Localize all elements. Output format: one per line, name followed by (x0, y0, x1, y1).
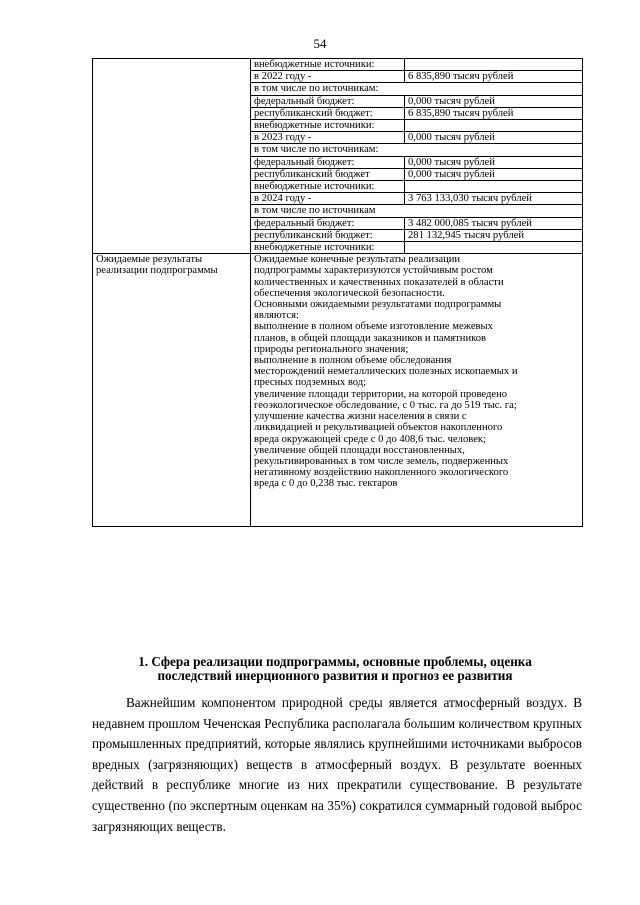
results-line: подпрограммы характеризуются устойчивым ростом (254, 265, 493, 277)
funding-source-label: республиканский бюджет: (251, 107, 405, 119)
results-line: рекультивированных в том числе земель, подверженных (254, 455, 509, 467)
funding-amount (405, 120, 583, 132)
funding-table-body (93, 59, 583, 527)
results-row (93, 254, 583, 527)
results-line: увеличение площади территории, на которой проведено (254, 388, 508, 400)
funding-source-label: в 2022 году - (251, 71, 405, 83)
results-line: вреда с 0 до 0,238 тыс. гектаров (254, 478, 398, 490)
results-line: планов, в общей площади заказников и памятников (254, 332, 487, 344)
funding-table (92, 58, 583, 527)
results-line: Ожидаемые конечные результаты реализации (254, 254, 461, 266)
page-number: 54 (313, 36, 327, 51)
funding-source-label: внебюджетные источники: (251, 242, 405, 254)
results-line: негативному воздействию накопленного экологического (254, 467, 509, 479)
funding-amount: 0,000 тысяч рублей (405, 156, 583, 168)
funding-amount: 6 835,890 тысяч рублей (405, 107, 583, 119)
funding-label-cell (93, 59, 251, 254)
funding-row (93, 59, 583, 71)
funding-amount: 0,000 тысяч рублей (405, 95, 583, 107)
funding-source-label: в том числе по источникам: (251, 144, 583, 156)
funding-amount: 0,000 тысяч рублей (405, 132, 583, 144)
results-line: природы регионального значения; (254, 343, 409, 355)
results-line: вреда окружающей среде с 0 до 408,6 тыс. человек; (254, 433, 486, 445)
results-line: являются: (254, 310, 299, 322)
results-line: выполнение в полном объеме обследования (254, 355, 452, 367)
body-paragraph: Важнейшим компонентом природной среды является атмосферный воздух. В недавнем прошлом Чеченская Республика располагала большим количеством крупных промышленных предприятий, которые являлись крупнейшими источниками выбросов вредных (загрязняющих) веществ в атмосферный воздух. В результате военных действий в республике многие из них прекратили существование. В результате существенно (по экспертным оценкам на 35%) сократился суммарный годовой выброс загрязняющих веществ. (92, 695, 582, 834)
funding-amount: 6 835,890 тысяч рублей (405, 71, 583, 83)
results-line: месторождений неметаллических полезных ископаемых и (254, 366, 518, 378)
results-description (251, 254, 583, 527)
results-line: увеличение общей площади восстановленных, (254, 444, 465, 456)
funding-amount (405, 242, 583, 254)
funding-source-label: в том числе по источникам: (251, 83, 583, 95)
funding-source-label: в 2024 году - (251, 193, 405, 205)
funding-source-label: республиканский бюджет: (251, 229, 405, 241)
funding-source-label: федеральный бюджет: (251, 156, 405, 168)
results-line: геоэкологическое обследование, с 0 тыс. га до 519 тыс. га; (254, 399, 517, 411)
results-line: улучшение качества жизни населения в связи с (254, 411, 467, 423)
results-line: количественных и качественных показателей в области (254, 276, 504, 288)
results-line: пресных подземных вод; (254, 377, 367, 389)
funding-source-label: федеральный бюджет: (251, 217, 405, 229)
funding-amount: 281 132,945 тысяч рублей (405, 229, 583, 241)
results-line: выполнение в полном объеме изготовление межевых (254, 321, 493, 333)
funding-amount (405, 181, 583, 193)
funding-source-label: внебюджетные источники: (251, 59, 405, 71)
funding-source-label: федеральный бюджет: (251, 95, 405, 107)
results-label: Ожидаемые результаты реализации подпрограммы (93, 254, 251, 527)
body-text (92, 693, 582, 837)
funding-source-label: в 2023 году - (251, 132, 405, 144)
funding-source-label: в том числе по источникам (251, 205, 583, 217)
funding-source-label: внебюджетные источники: (251, 120, 405, 132)
results-line: обеспечения экологической безопасности. (254, 287, 445, 299)
funding-source-label: внебюджетные источники: (251, 181, 405, 193)
results-line: Основными ожидаемыми результатами подпрограммы (254, 299, 502, 311)
section-heading-line-1: 1. Сфера реализации подпрограммы, основные проблемы, оценка (138, 654, 532, 669)
funding-amount: 3 763 133,030 тысяч рублей (405, 193, 583, 205)
results-line: ликвидацией и рекультивацией объектов накопленного (254, 422, 503, 434)
section-heading-line-2: последствий инерционного развития и прогноз ее развития (157, 668, 513, 683)
funding-amount: 3 482 000,085 тысяч рублей (405, 217, 583, 229)
funding-amount (405, 59, 583, 71)
funding-source-label: республиканский бюджет (251, 168, 405, 180)
funding-amount: 0,000 тысяч рублей (405, 168, 583, 180)
section-heading (100, 655, 570, 683)
